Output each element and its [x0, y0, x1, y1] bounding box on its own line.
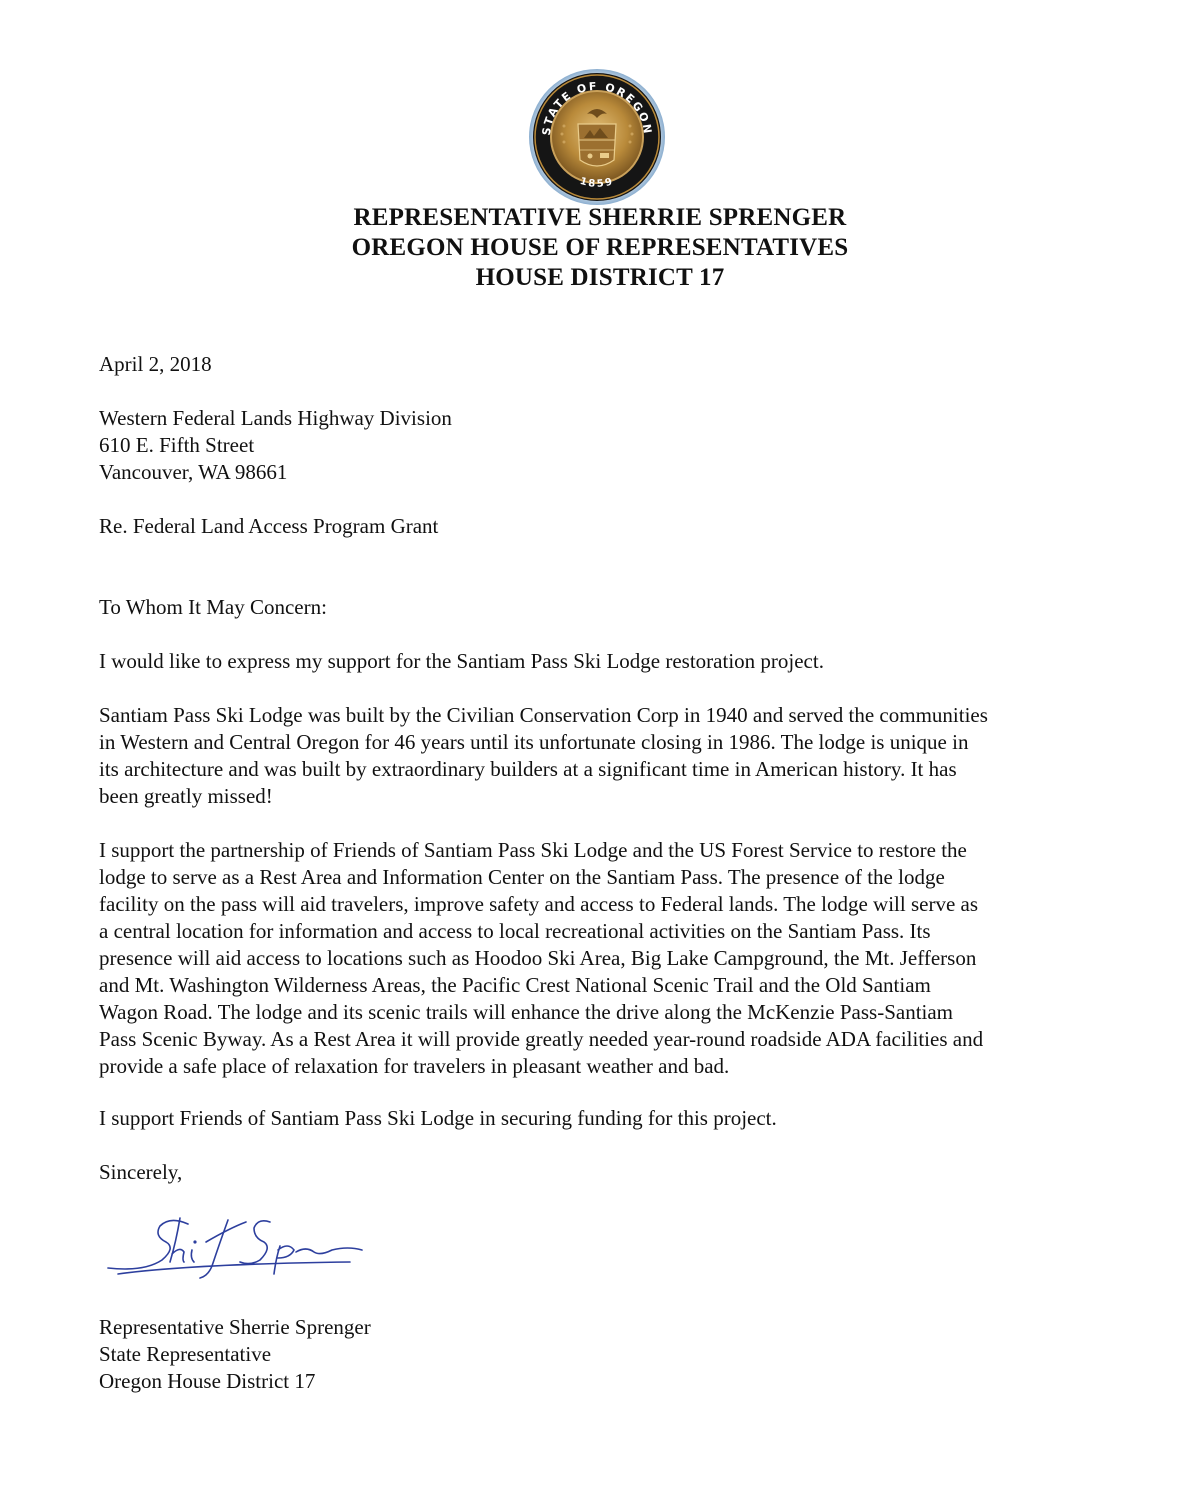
- recipient-address: [99, 405, 1099, 486]
- letter-date: [99, 351, 1099, 378]
- letterhead: [0, 203, 1200, 293]
- date-line: April 2, 2018: [99, 352, 212, 376]
- seal-top-text: STATE OF OREGON: [539, 79, 655, 137]
- salutation-text: To Whom It May Concern:: [99, 595, 327, 619]
- paragraph-line: lodge to serve as a Rest Area and Information Center on the Santiam Pass. The presence of the lodge: [99, 865, 945, 889]
- paragraph-line: been greatly missed!: [99, 784, 273, 808]
- address-line: Vancouver, WA 98661: [99, 460, 288, 484]
- letterhead-district: HOUSE DISTRICT 17: [475, 264, 725, 291]
- paragraph-line: a central location for information and access to local recreational activities on the Santiam Pass. Its: [99, 919, 931, 943]
- signer-title: State Representative: [99, 1342, 272, 1366]
- letterhead-name: REPRESENTATIVE SHERRIE SPRENGER: [353, 204, 847, 231]
- paragraph-line: Pass Scenic Byway. As a Rest Area it will provide greatly needed year-round roadside ADA facilities and: [99, 1027, 984, 1051]
- paragraph-line: presence will aid access to locations such as Hoodoo Ski Area, Big Lake Campground, the Mt. Jefferson: [99, 946, 977, 970]
- paragraph-line: Wagon Road. The lodge and its scenic trails will enhance the drive along the McKenzie Pass-Santiam: [99, 1000, 954, 1024]
- handwritten-signature-icon: [100, 1212, 370, 1282]
- signer-name: Representative Sherrie Sprenger: [99, 1315, 371, 1339]
- address-line: Western Federal Lands Highway Division: [99, 406, 452, 430]
- subject-line: [99, 513, 1099, 540]
- paragraph-line: I support Friends of Santiam Pass Ski Lodge in securing funding for this project.: [99, 1106, 777, 1130]
- subject-text: Re. Federal Land Access Program Grant: [99, 514, 439, 538]
- paragraph-line: provide a safe place of relaxation for travelers in pleasant weather and bad.: [99, 1054, 730, 1078]
- closing: [99, 1159, 1099, 1186]
- paragraph-line: and Mt. Washington Wilderness Areas, the Pacific Crest National Scenic Trail and the Old Santiam: [99, 973, 931, 997]
- paragraph-2: [99, 702, 1099, 810]
- signer-district: Oregon House District 17: [99, 1369, 316, 1393]
- paragraph-line: I support the partnership of Friends of Santiam Pass Ski Lodge and the US Forest Service to restore the: [99, 838, 967, 862]
- paragraph-line: its architecture and was built by extraordinary builders at a significant time in American history. It has: [99, 757, 957, 781]
- paragraph-line: in Western and Central Oregon for 46 years until its unfortunate closing in 1986. The lodge is unique in: [99, 730, 969, 754]
- paragraph-line: facility on the pass will aid travelers, improve safety and access to Federal lands. The lodge will serve as: [99, 892, 979, 916]
- letterhead-chamber: OREGON HOUSE OF REPRESENTATIVES: [351, 234, 849, 261]
- paragraph-4: [99, 1105, 1099, 1132]
- signature-block: [99, 1314, 1099, 1395]
- paragraph-1: [99, 648, 1099, 675]
- salutation: [99, 594, 1099, 621]
- paragraph-3: [99, 837, 1099, 1080]
- seal-year-text: 1859: [578, 175, 616, 190]
- paragraph-line: Santiam Pass Ski Lodge was built by the Civilian Conservation Corp in 1940 and served the communities: [99, 703, 988, 727]
- paragraph-line: I would like to express my support for the Santiam Pass Ski Lodge restoration project.: [99, 649, 824, 673]
- closing-text: Sincerely,: [99, 1160, 183, 1184]
- address-line: 610 E. Fifth Street: [99, 433, 255, 457]
- oregon-state-seal-icon: [528, 68, 666, 206]
